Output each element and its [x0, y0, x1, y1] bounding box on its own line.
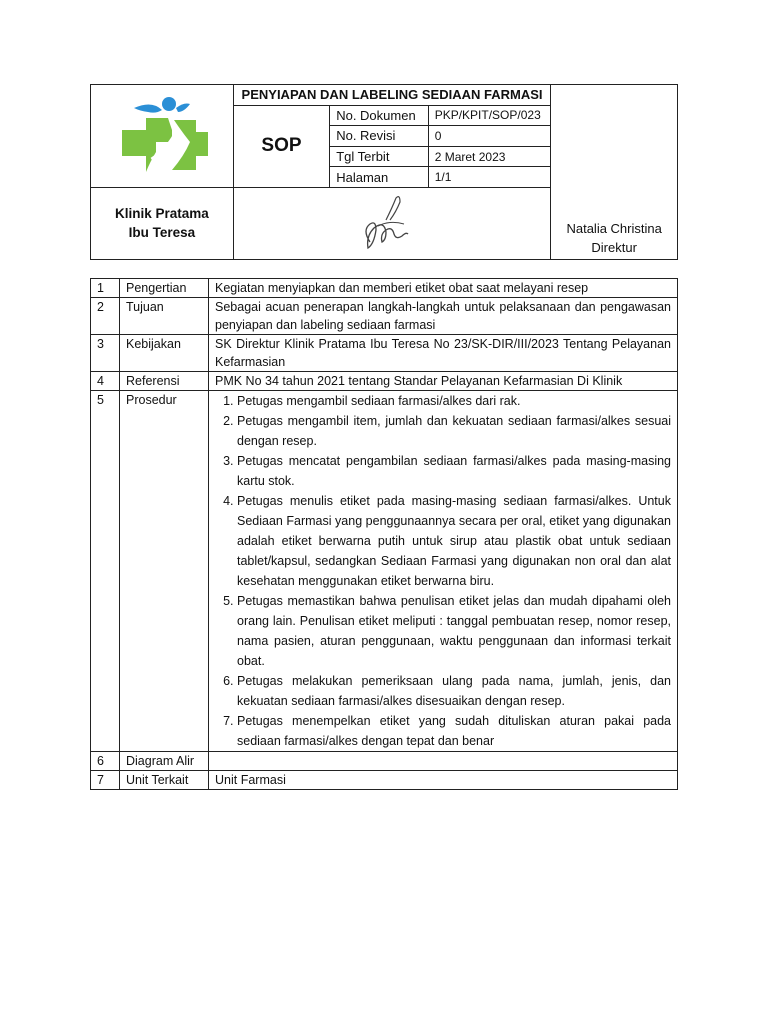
director-name: Natalia Christina	[566, 221, 662, 236]
row-label: Kebijakan	[120, 335, 209, 372]
doc-title: PENYIAPAN DAN LABELING SEDIAAN FARMASI	[233, 85, 551, 106]
row-number: 4	[91, 372, 120, 391]
signature-cell	[233, 187, 551, 259]
clinic-name	[91, 187, 234, 259]
list-item: 1. Petugas mengambil sediaan farmasi/alkes dari rak.	[237, 391, 671, 411]
meta-value: 0	[428, 126, 551, 147]
row-label: Pengertian	[120, 279, 209, 298]
table-row	[91, 298, 678, 335]
clinic-name-line2: Ibu Teresa	[128, 225, 196, 241]
row-value: Kegiatan menyiapkan dan memberi etiket obat saat melayani resep	[209, 279, 678, 298]
row-label: Referensi	[120, 372, 209, 391]
table-row	[91, 752, 678, 771]
list-item: 7. Petugas menempelkan etiket yang sudah dituliskan aturan pakai pada sediaan farmasi/alkes dengan tepat dan benar	[237, 711, 671, 751]
meta-label: No. Revisi	[330, 126, 429, 147]
meta-value: 2 Maret 2023	[428, 146, 551, 167]
row-number: 2	[91, 298, 120, 335]
row-number: 5	[91, 391, 120, 752]
list-item: 3. Petugas mencatat pengambilan sediaan farmasi/alkes pada masing-masing kartu stok.	[237, 451, 671, 491]
table-row	[91, 771, 678, 790]
table-row	[91, 391, 678, 752]
sop-content-table	[90, 278, 678, 790]
row-value: PMK No 34 tahun 2021 tentang Standar Pelayanan Kefarmasian Di Klinik	[209, 372, 678, 391]
list-item: 6. Petugas melakukan pemeriksaan ulang pada nama, jumlah, jenis, dan kekuatan sediaan farmasi/alkes disesuaikan dengan resep.	[237, 671, 671, 711]
row-label: Unit Terkait	[120, 771, 209, 790]
meta-label: No. Dokumen	[330, 105, 429, 126]
signature-icon	[356, 190, 416, 256]
clinic-logo-icon	[112, 90, 212, 182]
clinic-logo	[91, 85, 234, 188]
table-row	[91, 335, 678, 372]
row-label: Diagram Alir	[120, 752, 209, 771]
meta-value: 1/1	[428, 167, 551, 188]
list-item: 2. Petugas mengambil item, jumlah dan kekuatan sediaan farmasi/alkes sesuai dengan resep.	[237, 411, 671, 451]
list-item: 4. Petugas menulis etiket pada masing-masing sediaan farmasi/alkes. Untuk Sediaan Farmasi yang penggunaannya secara per oral, etiket yang digunakan adalah etiket berwarna putih untuk sirup atau plastik obat untuk sediaan tablet/kapsul, sedangkan Sediaan Farmasi yang digunakan non oral dan alat kesehatan menggunakan etiket berwarna biru.	[237, 491, 671, 591]
row-value: SK Direktur Klinik Pratama Ibu Teresa No 23/SK-DIR/III/2023 Tentang Pelayanan Kefarmasian	[209, 335, 678, 372]
row-number: 3	[91, 335, 120, 372]
row-number: 1	[91, 279, 120, 298]
director-block	[551, 85, 678, 260]
table-row	[91, 279, 678, 298]
header-table	[90, 84, 678, 260]
list-item: 5. Petugas memastikan bahwa penulisan etiket jelas dan mudah dipahami oleh orang lain. Penulisan etiket meliputi : tanggal pembuatan resep, nomor resep, nama pasien, aturan penggunaan, waktu penggunaan dan informasi terkait obat.	[237, 591, 671, 671]
procedure-steps	[209, 391, 678, 752]
table-row	[91, 372, 678, 391]
director-title: Direktur	[591, 240, 637, 255]
clinic-name-line1: Klinik Pratama	[114, 206, 209, 222]
row-number: 6	[91, 752, 120, 771]
sop-label: SOP	[233, 105, 329, 187]
row-value: Sebagai acuan penerapan langkah-langkah untuk pelaksanaan dan pengawasan penyiapan dan labeling sediaan farmasi	[209, 298, 678, 335]
row-label: Prosedur	[120, 391, 209, 752]
meta-label: Tgl Terbit	[330, 146, 429, 167]
row-value	[209, 752, 678, 771]
row-value: Unit Farmasi	[209, 771, 678, 790]
procedure-list	[215, 391, 671, 751]
row-number: 7	[91, 771, 120, 790]
meta-value: PKP/KPIT/SOP/023	[428, 105, 551, 126]
row-label: Tujuan	[120, 298, 209, 335]
meta-label: Halaman	[330, 167, 429, 188]
